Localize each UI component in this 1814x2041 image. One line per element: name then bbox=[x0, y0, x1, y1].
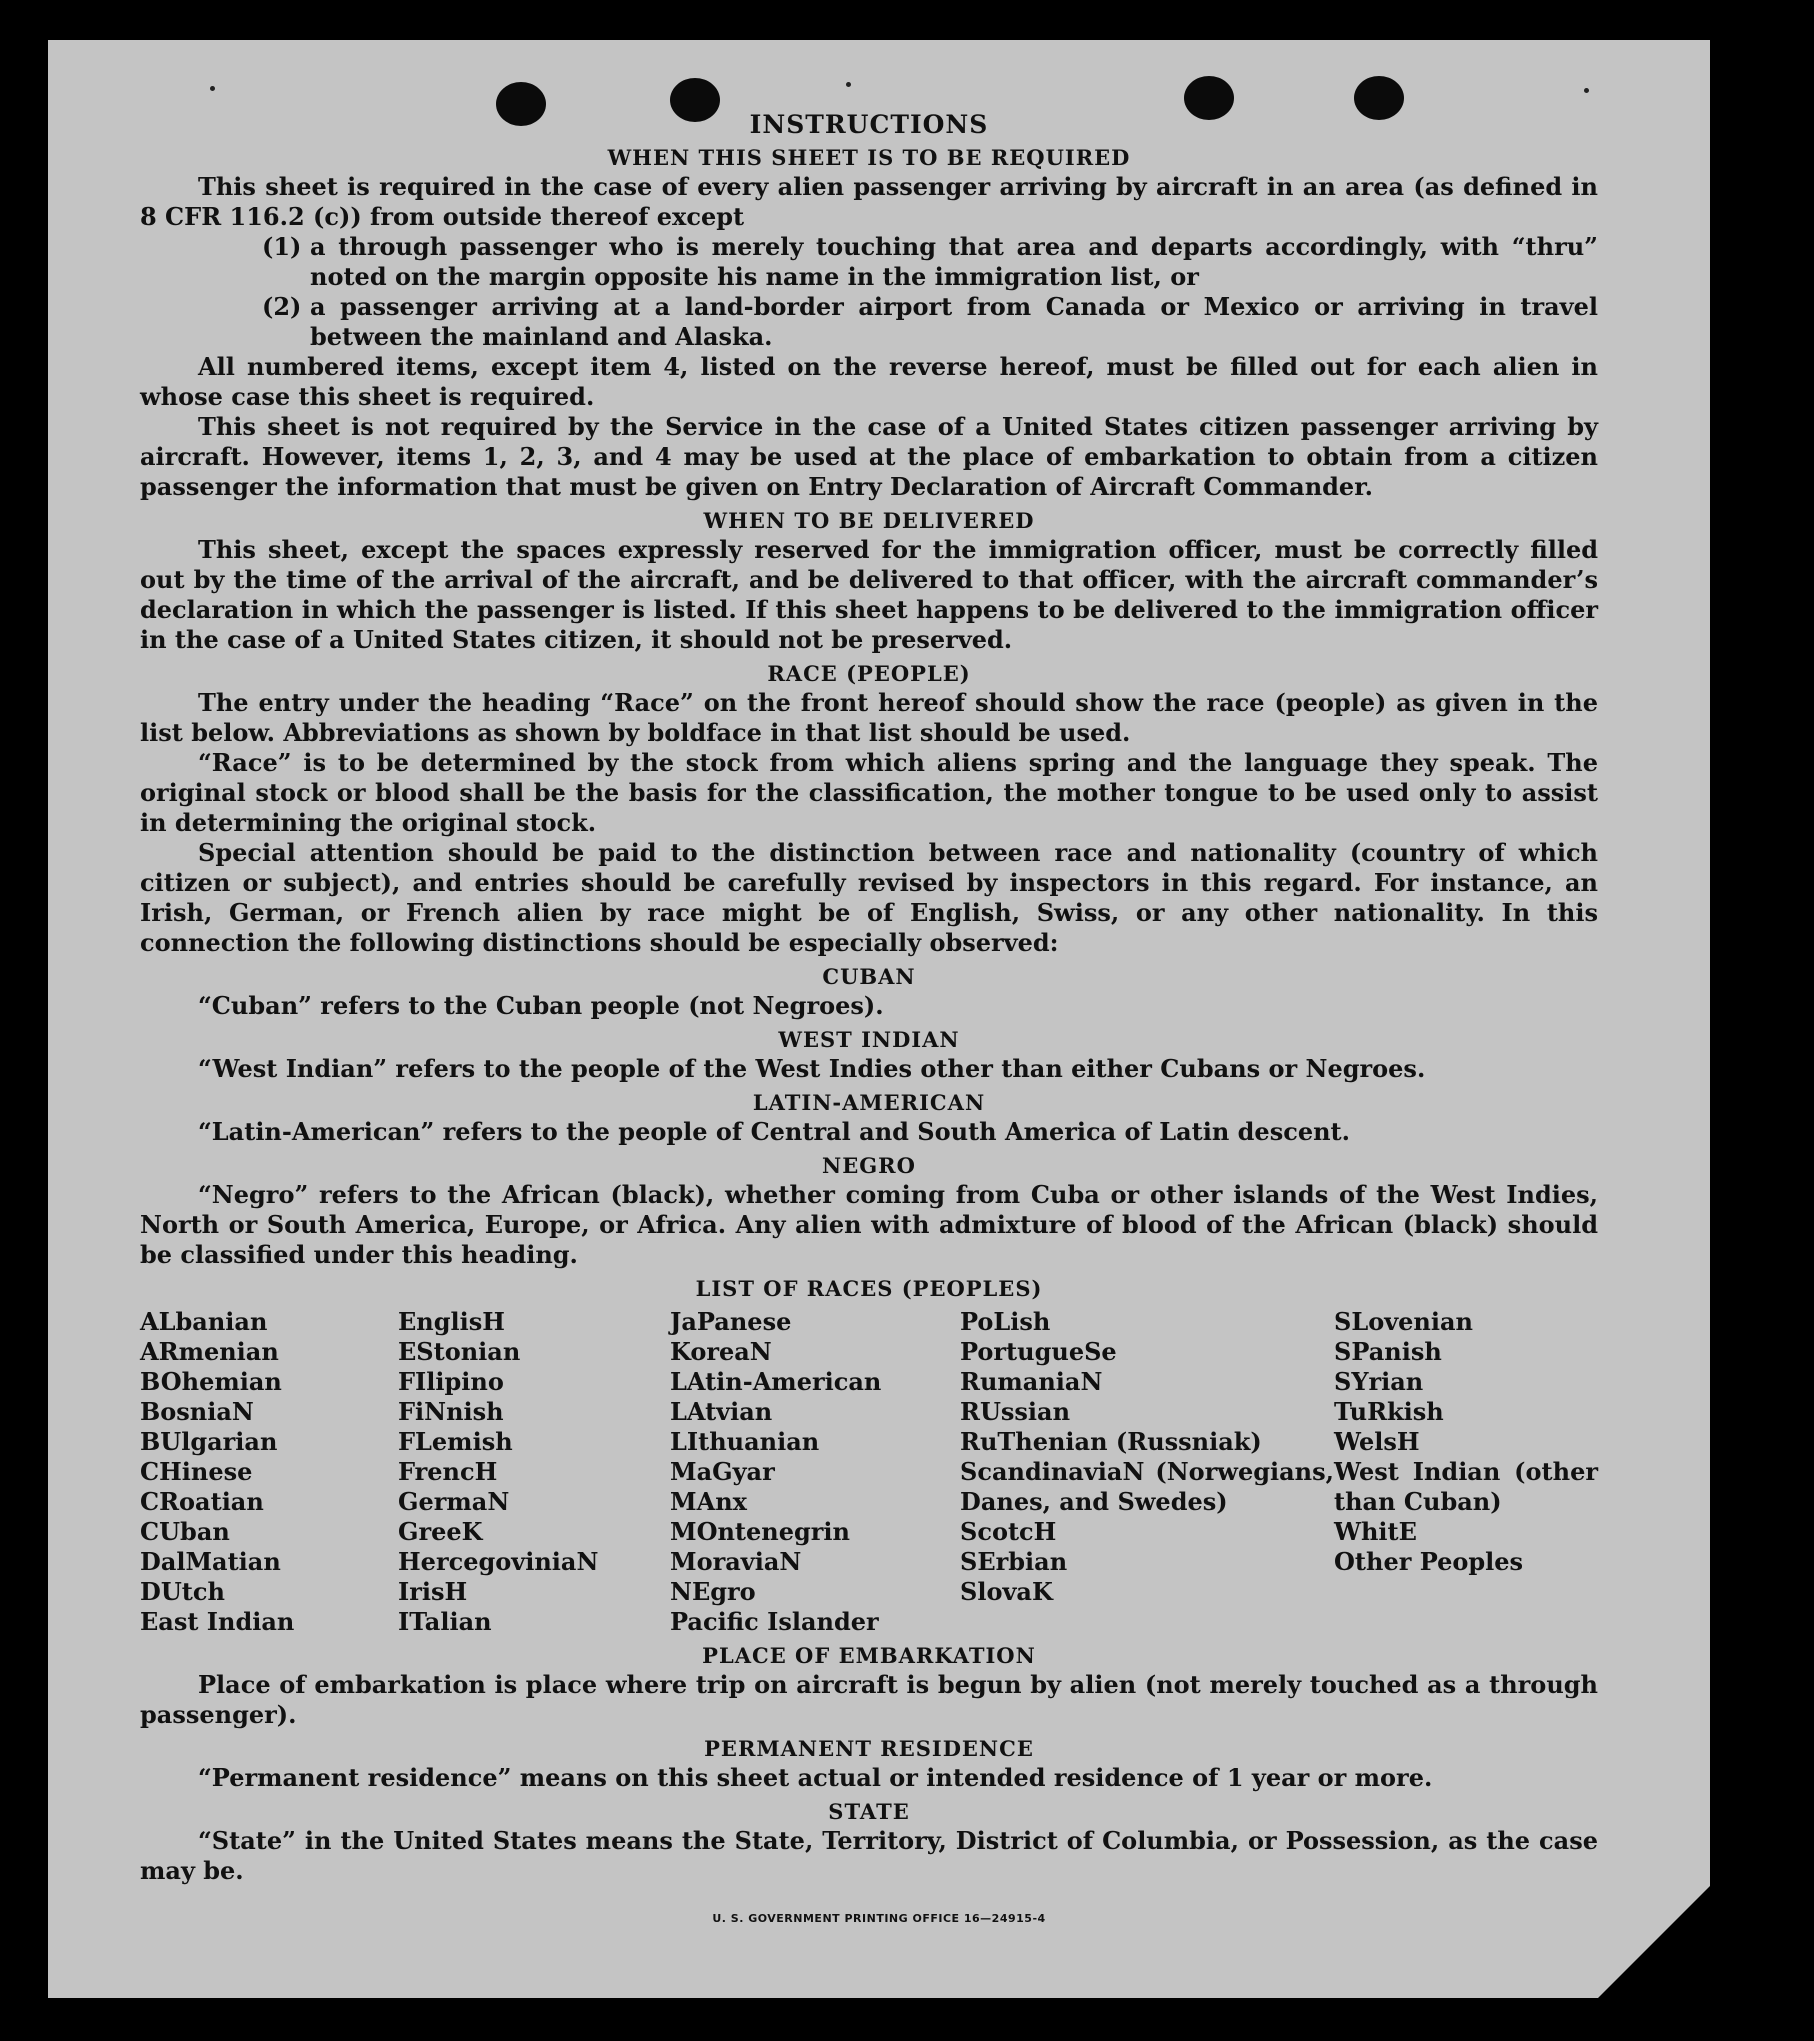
race-entry: HercegoviniaN bbox=[398, 1547, 599, 1576]
race-entry: BUlgarian bbox=[140, 1427, 278, 1456]
paragraph: This sheet is required in the case of every alien passenger arriving by aircraft in an area (as defined in 8 CFR 116.2 (c)) from outside thereof except bbox=[140, 172, 1598, 231]
paragraph: All numbered items, except item 4, listed on the reverse hereof, must be filled out for each alien in whose case this sheet is required. bbox=[140, 352, 1598, 411]
paragraph: “State” in the United States means the State, Territory, District of Columbia, or Possession, as the case may be. bbox=[140, 1826, 1598, 1885]
race-entry: RuThenian (Russniak) bbox=[960, 1427, 1262, 1456]
section-heading: PLACE OF EMBARKATION bbox=[702, 1643, 1036, 1668]
race-entry: LAtvian bbox=[670, 1397, 773, 1426]
folded-corner bbox=[1598, 1886, 1710, 1998]
race-entry: WelsH bbox=[1334, 1427, 1420, 1456]
race-entry: FiNnish bbox=[398, 1397, 504, 1426]
race-column bbox=[1334, 1307, 1598, 1637]
instructions-content bbox=[140, 110, 1598, 1886]
race-entry: Other Peoples bbox=[1334, 1547, 1524, 1576]
race-entry: TuRkish bbox=[1334, 1397, 1444, 1426]
race-entry: ITalian bbox=[398, 1607, 492, 1636]
race-entry: MoraviaN bbox=[670, 1547, 802, 1576]
section-heading: RACE (PEOPLE) bbox=[767, 661, 971, 686]
race-entry: GreeK bbox=[398, 1517, 483, 1546]
list-item bbox=[262, 292, 1598, 352]
race-entry: MaGyar bbox=[670, 1457, 775, 1486]
race-entry: BosniaN bbox=[140, 1397, 254, 1426]
race-entry: MOntenegrin bbox=[670, 1517, 850, 1546]
section-heading: LATIN-AMERICAN bbox=[752, 1090, 986, 1115]
race-entry: PortugueSe bbox=[960, 1337, 1117, 1366]
race-entry: SErbian bbox=[960, 1547, 1068, 1576]
item-number: (1) bbox=[262, 232, 302, 261]
paragraph: The entry under the heading “Race” on the front hereof should show the race (people) as given in the list below. Abbreviations as shown by boldface in that list should be used. bbox=[140, 688, 1598, 747]
paragraph: “Negro” refers to the African (black), whether coming from Cuba or other islands of the West Indies, North or South America, Europe, or Africa. Any alien with admixture of blood of the African (black) should be classified under this heading. bbox=[140, 1180, 1598, 1269]
race-entry: BOhemian bbox=[140, 1367, 282, 1396]
race-entry: SYrian bbox=[1334, 1367, 1424, 1396]
race-entry: DUtch bbox=[140, 1577, 225, 1606]
race-entry: RumaniaN bbox=[960, 1367, 1103, 1396]
race-entry: FLemish bbox=[398, 1427, 513, 1456]
race-entry: PoLish bbox=[960, 1307, 1051, 1336]
race-entry: KoreaN bbox=[670, 1337, 772, 1366]
race-entry: IrisH bbox=[398, 1577, 468, 1606]
section-heading: STATE bbox=[828, 1799, 910, 1824]
race-entry: DalMatian bbox=[140, 1547, 281, 1576]
race-list bbox=[140, 1307, 1598, 1637]
race-entry: FrencH bbox=[398, 1457, 498, 1486]
item-number: (2) bbox=[262, 292, 302, 321]
list-item bbox=[262, 232, 1598, 292]
race-column bbox=[960, 1307, 1334, 1637]
race-entry: ALbanian bbox=[140, 1307, 268, 1336]
race-entry: Pacific Islander bbox=[670, 1607, 879, 1636]
race-entry: LAtin-American bbox=[670, 1367, 882, 1396]
page-title: INSTRUCTIONS bbox=[749, 110, 989, 139]
paragraph: “West Indian” refers to the people of the West Indies other than either Cubans or Negroes. bbox=[198, 1054, 1426, 1083]
race-entry: ScotcH bbox=[960, 1517, 1057, 1546]
race-column bbox=[398, 1307, 670, 1637]
race-entry: ARmenian bbox=[140, 1337, 279, 1366]
paragraph: “Race” is to be determined by the stock from which aliens spring and the language they speak. The original stock or blood shall be the basis for the classification, the mother tongue to be used only to assist in determining the original stock. bbox=[140, 748, 1598, 837]
race-entry: JaPanese bbox=[670, 1307, 792, 1336]
race-entry: East Indian bbox=[140, 1607, 295, 1636]
race-entry: SLovenian bbox=[1334, 1307, 1473, 1336]
section-heading: NEGRO bbox=[822, 1153, 916, 1178]
paragraph: Place of embarkation is place where trip on aircraft is begun by alien (not merely touched as a through passenger). bbox=[140, 1670, 1598, 1729]
section-heading: WHEN THIS SHEET IS TO BE REQUIRED bbox=[607, 145, 1131, 170]
race-entry: RUssian bbox=[960, 1397, 1071, 1426]
document-sheet bbox=[48, 40, 1710, 1998]
section-heading: WEST INDIAN bbox=[778, 1027, 960, 1052]
race-entry: MAnx bbox=[670, 1487, 747, 1516]
race-entry: WhitE bbox=[1334, 1517, 1417, 1546]
race-column bbox=[670, 1307, 960, 1637]
paragraph: This sheet, except the spaces expressly reserved for the immigration officer, must be correctly filled out by the time of the arrival of the aircraft, and be delivered to that officer, with the aircraft commander’s declaration in which the passenger is listed. If this sheet happens to be delivered to the immigration officer in the case of a United States citizen, it should not be preserved. bbox=[140, 535, 1598, 654]
race-entry: EnglisH bbox=[398, 1307, 505, 1336]
item-text: a passenger arriving at a land-border airport from Canada or Mexico or arriving in travel between the mainland and Alaska. bbox=[310, 292, 1598, 351]
section-heading: LIST OF RACES (PEOPLES) bbox=[695, 1276, 1043, 1301]
race-entry: West Indian (other than Cuban) bbox=[1334, 1457, 1598, 1516]
race-entry: CRoatian bbox=[140, 1487, 264, 1516]
item-text: a through passenger who is merely touching that area and departs accordingly, with “thru” noted on the margin opposite his name in the immigration list, or bbox=[310, 232, 1598, 291]
race-column bbox=[140, 1307, 398, 1637]
printer-imprint: U. S. GOVERNMENT PRINTING OFFICE 16—24915-4 bbox=[712, 1912, 1046, 1925]
race-entry: GermaN bbox=[398, 1487, 510, 1516]
paragraph: This sheet is not required by the Service in the case of a United States citizen passenger arriving by aircraft. However, items 1, 2, 3, and 4 may be used at the place of embarkation to obtain from a citizen passenger the information that must be given on Entry Declaration of Aircraft Commander. bbox=[140, 412, 1598, 501]
mark-dot bbox=[210, 86, 215, 91]
race-entry: ScandinaviaN (Norwegians, Danes, and Swedes) bbox=[960, 1457, 1334, 1516]
paragraph: “Latin-American” refers to the people of Central and South America of Latin descent. bbox=[198, 1117, 1350, 1146]
race-entry: SPanish bbox=[1334, 1337, 1442, 1366]
race-entry: FIlipino bbox=[398, 1367, 504, 1396]
mark-dot bbox=[1584, 88, 1589, 93]
race-entry: NEgro bbox=[670, 1577, 756, 1606]
paragraph: Special attention should be paid to the distinction between race and nationality (country of which citizen or subject), and entries should be carefully revised by inspectors in this regard. For instance, an Irish, German, or French alien by race might be of English, Swiss, or any other nationality. In this connection the following distinctions should be especially observed: bbox=[140, 838, 1598, 957]
race-entry: CHinese bbox=[140, 1457, 253, 1486]
race-entry: CUban bbox=[140, 1517, 230, 1546]
race-entry: EStonian bbox=[398, 1337, 521, 1366]
race-entry: SlovaK bbox=[960, 1577, 1053, 1606]
paragraph: “Cuban” refers to the Cuban people (not Negroes). bbox=[198, 991, 884, 1020]
section-heading: WHEN TO BE DELIVERED bbox=[703, 508, 1035, 533]
mark-dot bbox=[846, 82, 851, 87]
paragraph: “Permanent residence” means on this sheet actual or intended residence of 1 year or more. bbox=[198, 1763, 1433, 1792]
section-heading: CUBAN bbox=[822, 964, 916, 989]
race-entry: LIthuanian bbox=[670, 1427, 820, 1456]
section-heading: PERMANENT RESIDENCE bbox=[704, 1736, 1034, 1761]
